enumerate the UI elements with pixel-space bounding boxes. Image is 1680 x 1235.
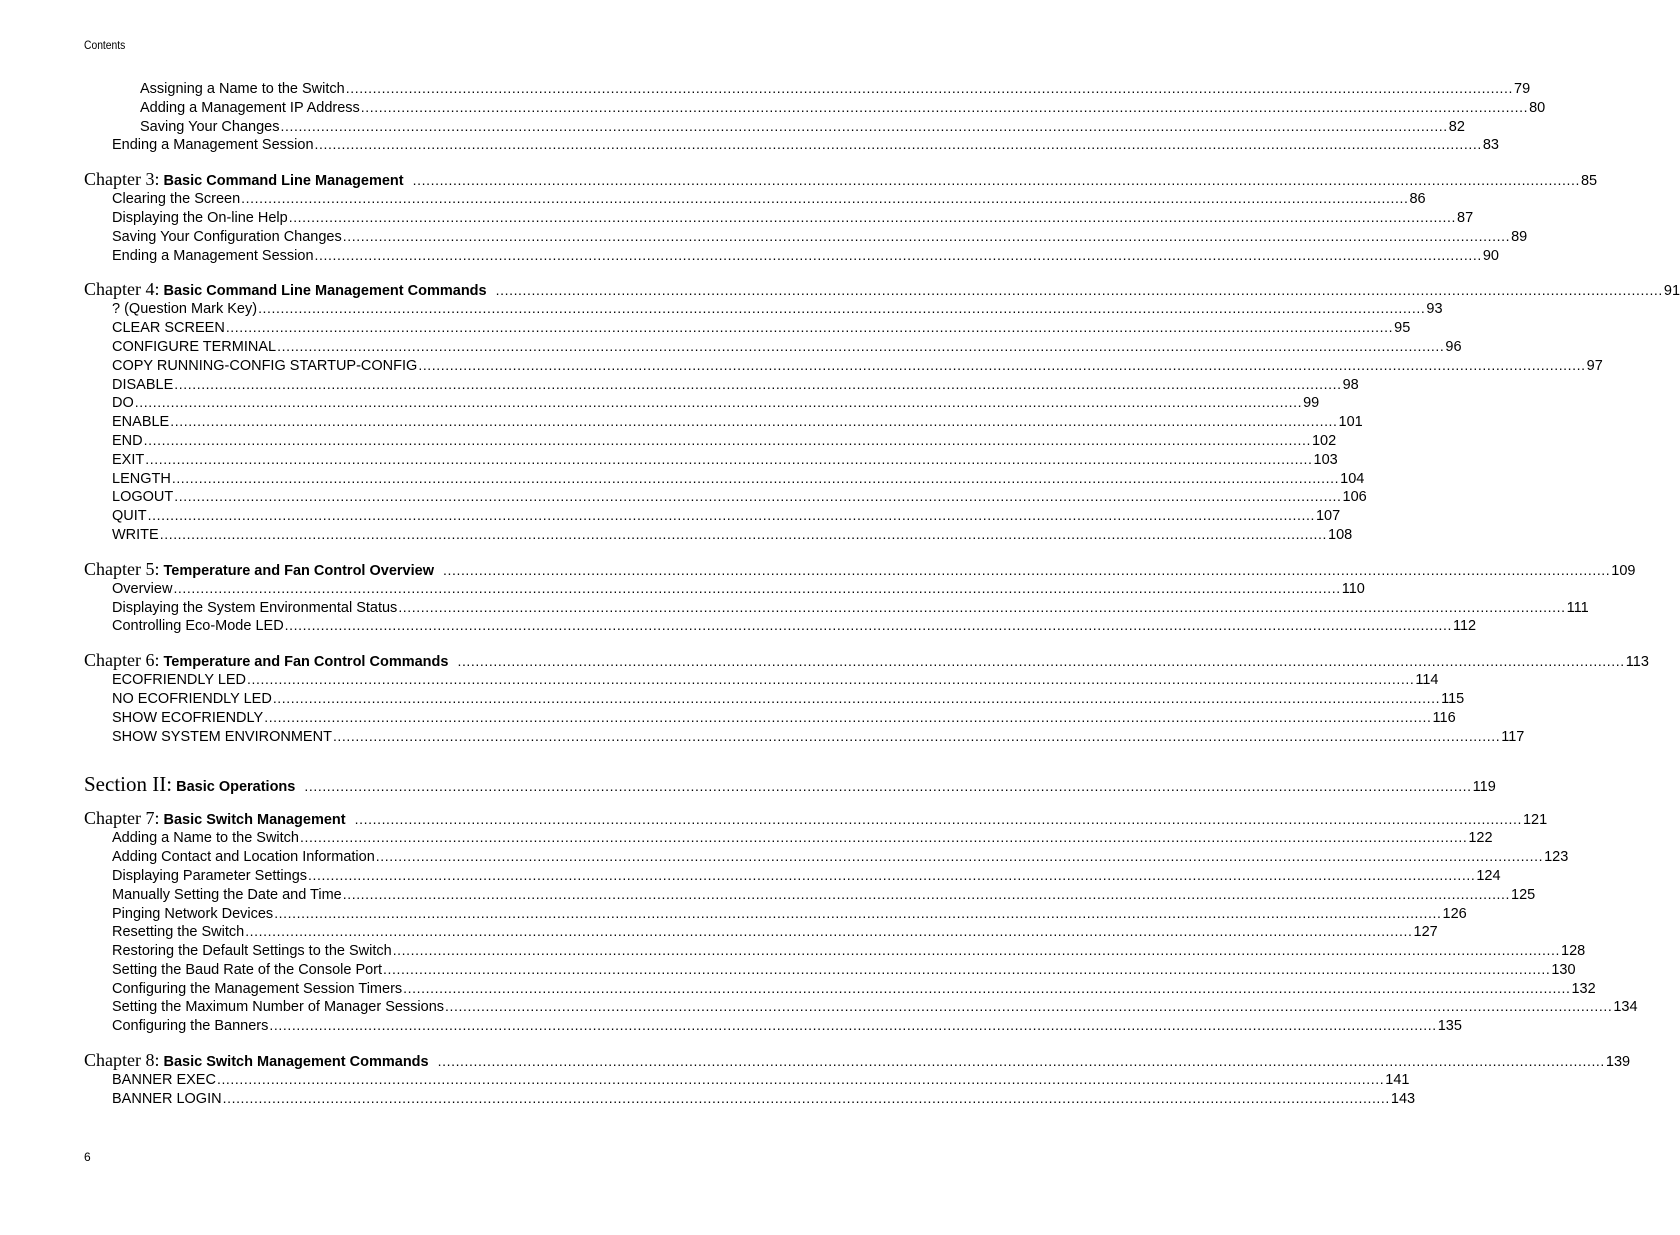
toc-entry[interactable] [84, 708, 1456, 727]
toc-entry[interactable] [84, 208, 1474, 227]
page-number-ref: 112 [1452, 618, 1477, 635]
page-number-ref: 99 [1303, 395, 1320, 412]
toc-entry-label: COPY RUNNING-CONFIG STARTUP-CONFIG [112, 357, 418, 374]
dot-leader: .................................................................................................................................................................................................................................................................... [145, 450, 1313, 467]
page-number-ref: 101 [1338, 414, 1363, 431]
dot-leader: .................................................................................................................................................................................................................................................................... [174, 488, 1342, 505]
toc-chapter-heading[interactable] [84, 558, 1636, 579]
page-number-ref: 97 [1586, 357, 1603, 374]
page-number-ref: 130 [1551, 961, 1576, 978]
dot-leader: .................................................................................................................................................................................................................................................................... [288, 208, 1457, 225]
page-number-ref: 114 [1415, 672, 1439, 689]
toc-entry-label: NO ECOFRIENDLY LED [112, 690, 272, 707]
dot-leader: .................................................................................................................................................................................................................................................................... [342, 885, 1511, 902]
page-number-ref: 117 [1501, 728, 1525, 745]
toc-entry-label: ECOFRIENDLY LED [112, 672, 247, 689]
chapter-label [84, 279, 495, 301]
toc-chapter-heading[interactable] [84, 650, 1649, 671]
dot-leader: .................................................................................................................................................................................................................................................................... [280, 117, 1448, 134]
dot-leader: .................................................................................................................................................................................................................................................................... [174, 375, 1342, 392]
page-number-ref: 107 [1315, 508, 1341, 525]
toc-entry-label: ENABLE [112, 414, 170, 431]
toc-entry[interactable] [84, 727, 1525, 746]
toc-entry[interactable] [84, 885, 1536, 904]
chapter-title: Temperature and Fan Control Overview [163, 562, 434, 579]
page-number-ref: 102 [1311, 432, 1337, 449]
page-number-ref: 106 [1342, 489, 1367, 506]
dot-leader: .................................................................................................................................................................................................................................................................... [457, 653, 1625, 670]
toc-entry-label: Saving Your Changes [140, 118, 280, 135]
toc-chapter-heading[interactable] [84, 1050, 1631, 1071]
dot-leader: .................................................................................................................................................................................................................................................................... [272, 689, 1441, 706]
toc-entry-label: Ending a Management Session [112, 247, 314, 264]
toc-entry-label: END [112, 432, 143, 449]
page-number-ref: 111 [1566, 599, 1589, 616]
toc-entry[interactable] [84, 246, 1499, 265]
chapter-label [84, 169, 412, 191]
dot-leader: .................................................................................................................................................................................................................................................................... [225, 319, 1394, 336]
toc-entry[interactable] [84, 866, 1501, 885]
toc-entry[interactable] [84, 98, 1546, 117]
toc-entry-label: Ending a Management Session [112, 137, 314, 154]
dot-leader: .................................................................................................................................................................................................................................................................... [134, 394, 1303, 411]
toc-entry-label: LOGOUT [112, 489, 174, 506]
dot-leader: .................................................................................................................................................................................................................................................................... [147, 507, 1315, 524]
page-number-ref: 141 [1385, 1072, 1410, 1089]
chapter-label [84, 559, 442, 581]
page-number-ref: 98 [1342, 376, 1359, 393]
page-number-ref: 135 [1437, 1018, 1462, 1035]
toc-entry[interactable] [84, 337, 1462, 356]
toc-entry[interactable] [84, 375, 1359, 394]
toc-entry[interactable] [84, 356, 1603, 375]
toc-entry[interactable] [84, 847, 1569, 866]
toc-entry-label: Controlling Eco-Mode LED [112, 618, 284, 635]
dot-leader: .................................................................................................................................................................................................................................................................... [418, 356, 1586, 373]
page-number-ref: 125 [1511, 886, 1536, 903]
page-number-ref: 83 [1482, 137, 1499, 154]
toc-entry[interactable] [84, 1070, 1410, 1089]
chapter-title: Basic Command Line Management Commands [163, 283, 487, 300]
chapter-number: Chapter 4: [84, 279, 160, 300]
page-number-ref: 79 [1514, 81, 1531, 97]
section-number: Section II: [84, 772, 173, 797]
toc-entry-label: Overview [112, 580, 173, 597]
running-header: Contents [84, 38, 126, 52]
dot-leader: .................................................................................................................................................................................................................................................................... [354, 811, 1522, 828]
toc-entry[interactable] [84, 135, 1499, 154]
toc-entry-label: Setting the Maximum Number of Manager Sessions [112, 999, 445, 1016]
dot-leader: .................................................................................................................................................................................................................................................................... [314, 136, 1482, 153]
page-number-ref: 89 [1511, 228, 1528, 245]
dot-leader: .................................................................................................................................................................................................................................................................... [247, 671, 1415, 688]
dot-leader: .................................................................................................................................................................................................................................................................... [392, 942, 1560, 959]
page-number-ref: 113 [1625, 654, 1649, 671]
dot-leader: .................................................................................................................................................................................................................................................................... [300, 829, 1468, 846]
toc-entry-label: DO [112, 395, 134, 412]
page-number-ref: 119 [1472, 779, 1496, 796]
chapter-number: Chapter 5: [84, 558, 160, 579]
toc-entry-label: Adding Contact and Location Information [112, 849, 375, 866]
toc-entry[interactable] [84, 960, 1576, 979]
section-label [84, 773, 303, 798]
page-number-ref: 123 [1544, 849, 1569, 866]
toc-entry-label: Displaying the System Environmental Status [112, 599, 398, 616]
dot-leader: .................................................................................................................................................................................................................................................................... [284, 617, 1452, 634]
toc-entry[interactable] [84, 189, 1426, 208]
toc-entry[interactable] [84, 616, 1477, 635]
dot-leader: .................................................................................................................................................................................................................................................................... [241, 190, 1409, 207]
section-title: Basic Operations [176, 779, 296, 796]
page-number-ref: 91 [1663, 283, 1680, 300]
page-number-ref: 110 [1341, 580, 1365, 597]
toc-entry-label: Configuring the Management Session Timers [112, 980, 403, 997]
dot-leader: .................................................................................................................................................................................................................................................................... [383, 960, 1551, 977]
dot-leader: .................................................................................................................................................................................................................................................................... [274, 904, 1442, 921]
dot-leader: .................................................................................................................................................................................................................................................................... [170, 413, 1338, 430]
toc-entry-label: EXIT [112, 451, 145, 468]
dot-leader: .................................................................................................................................................................................................................................................................... [403, 979, 1571, 996]
dot-leader: .................................................................................................................................................................................................................................................................... [398, 598, 1566, 615]
toc-entry[interactable] [84, 318, 1411, 337]
dot-leader: .................................................................................................................................................................................................................................................................... [216, 1071, 1385, 1088]
toc-entry-label: Clearing the Screen [112, 191, 241, 208]
toc-entry[interactable] [84, 941, 1586, 960]
page-number-ref: 143 [1390, 1090, 1416, 1107]
toc-entry-label: BANNER LOGIN [112, 1090, 222, 1107]
dot-leader: .................................................................................................................................................................................................................................................................... [269, 1017, 1437, 1034]
dot-leader: .................................................................................................................................................................................................................................................................... [222, 1089, 1390, 1106]
toc-entry-label: Adding a Name to the Switch [112, 830, 299, 847]
toc-entry-label: LENGTH [112, 470, 171, 487]
dot-leader: .................................................................................................................................................................................................................................................................... [308, 866, 1476, 883]
dot-leader: .................................................................................................................................................................................................................................................................... [264, 708, 1432, 725]
dot-leader: .................................................................................................................................................................................................................................................................... [495, 282, 1663, 299]
toc-entry[interactable] [84, 431, 1337, 450]
toc-entry-label: Assigning a Name to the Switch [140, 81, 345, 97]
page-number-ref: 115 [1441, 690, 1465, 707]
toc-entry[interactable] [84, 828, 1493, 847]
page-number-ref: 82 [1448, 118, 1465, 135]
toc-entry-label: Setting the Baud Rate of the Console Port [112, 961, 383, 978]
dot-leader: .................................................................................................................................................................................................................................................................... [304, 778, 1472, 795]
page-number-ref: 80 [1529, 99, 1546, 116]
page-number-ref: 127 [1413, 924, 1438, 941]
page-number-ref: 90 [1482, 247, 1499, 264]
toc-entry[interactable] [84, 1089, 1416, 1108]
dot-leader: .................................................................................................................................................................................................................................................................... [171, 469, 1340, 486]
toc-entry[interactable] [84, 506, 1341, 525]
toc-entry-label: Manually Setting the Date and Time [112, 886, 342, 903]
dot-leader: .................................................................................................................................................................................................................................................................... [360, 98, 1529, 115]
dot-leader: .................................................................................................................................................................................................................................................................... [258, 300, 1426, 317]
chapter-title: Basic Command Line Management [163, 173, 404, 190]
toc-entry-label: BANNER EXEC [112, 1072, 216, 1089]
dot-leader: .................................................................................................................................................................................................................................................................... [342, 227, 1511, 244]
toc-entry[interactable] [84, 469, 1365, 488]
page-number-ref: 104 [1340, 470, 1365, 487]
toc-entry[interactable] [84, 487, 1367, 506]
page-number-ref: 122 [1468, 830, 1493, 847]
chapter-label [84, 650, 456, 672]
toc-entry[interactable] [84, 922, 1438, 941]
toc-entry[interactable] [84, 450, 1338, 469]
toc-entry-label: SHOW SYSTEM ENVIRONMENT [112, 728, 332, 745]
page-number-ref: 86 [1409, 191, 1426, 208]
chapter-number: Chapter 7: [84, 808, 160, 829]
dot-leader: .................................................................................................................................................................................................................................................................... [412, 172, 1580, 189]
toc-entry[interactable] [84, 299, 1443, 318]
page-number-ref: 85 [1580, 173, 1598, 190]
toc-entry-label: Saving Your Configuration Changes [112, 228, 342, 245]
toc-entry-label: Resetting the Switch [112, 924, 245, 941]
toc-entry[interactable] [84, 1016, 1462, 1035]
toc-entry-label: Pinging Network Devices [112, 905, 274, 922]
toc-entry[interactable] [84, 598, 1589, 617]
page-number-ref: 134 [1613, 999, 1638, 1016]
page-number: 6 [84, 1150, 91, 1164]
page-number-ref: 95 [1394, 320, 1411, 337]
table-of-contents [84, 79, 1680, 1108]
dot-leader: .................................................................................................................................................................................................................................................................... [277, 337, 1445, 354]
toc-entry[interactable] [84, 412, 1363, 431]
toc-entry-label: ? (Question Mark Key) [112, 301, 258, 318]
dot-leader: .................................................................................................................................................................................................................................................................... [437, 1053, 1605, 1070]
toc-entry[interactable] [84, 979, 1596, 998]
dot-leader: .................................................................................................................................................................................................................................................................... [375, 848, 1544, 865]
toc-entry[interactable] [84, 79, 1531, 98]
toc-entry[interactable] [84, 117, 1465, 136]
page-number-ref: 93 [1426, 301, 1443, 318]
page-number-ref: 124 [1476, 867, 1501, 884]
toc-entry[interactable] [84, 689, 1465, 708]
dot-leader: .................................................................................................................................................................................................................................................................... [332, 727, 1501, 744]
toc-chapter-heading[interactable] [84, 808, 1548, 829]
toc-entry[interactable] [84, 393, 1320, 412]
toc-entry-label: Restoring the Default Settings to the Switch [112, 943, 392, 960]
toc-entry-label: Displaying the On-line Help [112, 209, 288, 226]
dot-leader: .................................................................................................................................................................................................................................................................... [159, 525, 1328, 542]
toc-entry-label: SHOW ECOFRIENDLY [112, 709, 264, 726]
chapter-title: Basic Switch Management [163, 812, 346, 829]
dot-leader: .................................................................................................................................................................................................................................................................... [445, 998, 1613, 1015]
page-number-ref: 87 [1457, 209, 1474, 226]
dot-leader: .................................................................................................................................................................................................................................................................... [245, 923, 1413, 940]
chapter-number: Chapter 6: [84, 650, 160, 671]
page-number-ref: 126 [1442, 905, 1467, 922]
toc-entry-label: WRITE [112, 526, 159, 543]
chapter-title: Temperature and Fan Control Commands [163, 654, 449, 671]
toc-entry-label: QUIT [112, 508, 147, 525]
dot-leader: .................................................................................................................................................................................................................................................................... [314, 246, 1482, 263]
toc-entry[interactable] [84, 997, 1638, 1016]
page-number-ref: 96 [1445, 338, 1462, 355]
dot-leader: .................................................................................................................................................................................................................................................................... [143, 431, 1311, 448]
toc-entry-label: Displaying Parameter Settings [112, 867, 308, 884]
toc-entry[interactable] [84, 579, 1365, 598]
toc-entry-label: CLEAR SCREEN [112, 320, 225, 337]
toc-chapter-heading[interactable] [84, 279, 1680, 300]
dot-leader: .................................................................................................................................................................................................................................................................... [442, 561, 1611, 578]
toc-entry-label: Configuring the Banners [112, 1018, 269, 1035]
chapter-number: Chapter 3: [84, 169, 160, 190]
page-number-ref: 103 [1313, 451, 1338, 468]
page-number-ref: 116 [1432, 709, 1456, 726]
chapter-label [84, 1050, 437, 1072]
toc-chapter-heading[interactable] [84, 169, 1598, 190]
page-number-ref: 132 [1571, 980, 1596, 997]
chapter-label [84, 808, 354, 830]
toc-entry[interactable] [84, 227, 1528, 246]
toc-entry[interactable] [84, 904, 1467, 923]
dot-leader: .................................................................................................................................................................................................................................................................... [173, 579, 1341, 596]
page-number-ref: 139 [1605, 1054, 1631, 1071]
page-number-ref: 128 [1561, 943, 1586, 960]
toc-entry-label: CONFIGURE TERMINAL [112, 338, 277, 355]
page-number-ref: 121 [1522, 812, 1548, 829]
page-number-ref: 108 [1328, 526, 1353, 543]
toc-entry[interactable] [84, 525, 1353, 544]
chapter-number: Chapter 8: [84, 1050, 160, 1071]
dot-leader: .................................................................................................................................................................................................................................................................... [345, 80, 1514, 96]
toc-entry[interactable] [84, 670, 1439, 689]
page-number-ref: 109 [1611, 562, 1636, 579]
toc-section-heading[interactable] [84, 772, 1496, 797]
toc-entry-label: Adding a Management IP Address [140, 99, 360, 116]
toc-entry-label: DISABLE [112, 376, 174, 393]
chapter-title: Basic Switch Management Commands [163, 1054, 429, 1071]
